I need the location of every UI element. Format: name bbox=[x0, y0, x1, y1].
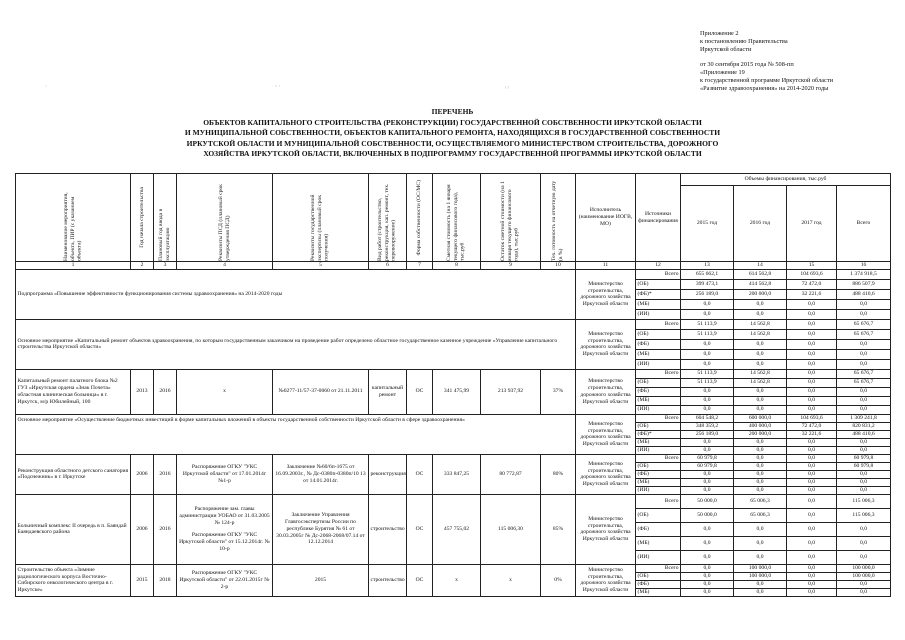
scan-mark: ˜ ˊ bbox=[275, 86, 281, 92]
amount-cell: 604 548,2 bbox=[681, 414, 734, 422]
amount-cell: 65 676,7 bbox=[837, 369, 891, 378]
header-cell: 2017 год bbox=[787, 186, 837, 262]
amount-cell: 0,0 bbox=[734, 454, 787, 462]
column-number: 7 bbox=[407, 262, 433, 270]
amount-cell: 0,0 bbox=[681, 478, 734, 486]
funding-source: (ФБ) bbox=[636, 387, 681, 396]
amount-cell: 0,0 bbox=[734, 550, 787, 564]
amount-cell: 600 000,0 bbox=[734, 414, 787, 422]
section-title: Основное мероприятие «Капитальный ремонт объектов здравоохранения, по которым государственным заказчиком на проведение работ определено областное государственное казенное учреждение «Управление капитального строительства Иркутской области» bbox=[16, 319, 576, 369]
readiness: 0% bbox=[541, 564, 576, 596]
amount-cell: 0,0 bbox=[787, 319, 837, 329]
amount-cell: 0,0 bbox=[734, 299, 787, 309]
approval-line: к государственной программе Иркутской области bbox=[700, 77, 833, 84]
amount-cell: 0,0 bbox=[787, 572, 837, 580]
title-line: ХОЗЯЙСТВА ИРКУТСКОЙ ОБЛАСТИ, ВКЛЮЧЕННЫХ В ПОДПРОГРАММУ ГОСУДАРСТВЕННОЙ ПРОГРАММЫ ИРКУТСКОЙ ОБЛАСТИ bbox=[203, 149, 702, 158]
amount-cell: 14 562,8 bbox=[734, 319, 787, 329]
start-year: 2013 bbox=[131, 369, 154, 414]
amount-cell: 0,0 bbox=[787, 454, 837, 462]
funding-source: Всего bbox=[636, 564, 681, 572]
object-name: Реконструкция областного детского санатория «Подснежник» в г. Иркутске bbox=[16, 454, 131, 494]
estimated-cost: 341 475,99 bbox=[433, 369, 481, 414]
psd-details: Распоряжение ОГКУ "УКС Иркутской области" от 22.01.2015г № 2-р bbox=[177, 564, 273, 596]
amount-cell: 0,0 bbox=[837, 396, 891, 405]
funding-source: (ФБ) bbox=[636, 470, 681, 478]
amount-cell: 0,0 bbox=[837, 438, 891, 446]
amount-cell: 0,0 bbox=[734, 536, 787, 550]
amount-cell: 200 000,0 bbox=[734, 289, 787, 299]
table-row bbox=[16, 454, 891, 462]
column-number: 13 bbox=[681, 262, 734, 270]
header-cell: Реквизиты государственной экспертизы (плановый срок получения) bbox=[273, 174, 369, 262]
amount-cell: 488 410,6 bbox=[837, 289, 891, 299]
funding-source: (ИИ) bbox=[636, 550, 681, 564]
amount-cell: 886 507,9 bbox=[837, 279, 891, 289]
header-cell: Форма собственности (ОС/МС) bbox=[407, 174, 433, 262]
ownership: ОС bbox=[407, 369, 433, 414]
amount-cell: 60 979,8 bbox=[681, 462, 734, 470]
object-name: Больничный комплекс II очередь в п. Баяндай Баяндаевского района bbox=[16, 494, 131, 564]
amount-cell: 51 113,9 bbox=[681, 369, 734, 378]
funding-source: (ОБ) bbox=[636, 508, 681, 522]
psd-details: Распоряжение ОГКУ "УКС Иркутской области" от 17.01.2014г №1-р bbox=[177, 454, 273, 494]
objects-table bbox=[15, 173, 891, 597]
amount-cell: 50 000,0 bbox=[681, 508, 734, 522]
approval-line: «Развитие здравоохранения» на 2014-2020 годы bbox=[700, 85, 829, 92]
object-name: Строительство объекта «Зимние радиологического корпуса Восточно-Сибирского онкологического центра в г. Иркутске» bbox=[16, 564, 131, 596]
header-cell: Плановый год ввода в эксплуатацию bbox=[154, 174, 177, 262]
funding-source: (МБ) bbox=[636, 299, 681, 309]
ownership: ОС bbox=[407, 454, 433, 494]
readiness: 85% bbox=[541, 494, 576, 564]
amount-cell: 0,0 bbox=[787, 536, 837, 550]
amount-cell: 115 006,3 bbox=[837, 494, 891, 508]
amount-cell: 0,0 bbox=[734, 349, 787, 359]
funding-source: (ОБ) bbox=[636, 422, 681, 430]
funding-source: Всего bbox=[636, 494, 681, 508]
column-number: 6 bbox=[369, 262, 407, 270]
readiness: 80% bbox=[541, 454, 576, 494]
column-number: 8 bbox=[433, 262, 481, 270]
amount-cell: 72 472,0 bbox=[787, 279, 837, 289]
amount-cell: 0,0 bbox=[681, 396, 734, 405]
funding-source: (ИИ) bbox=[636, 309, 681, 319]
amount-cell: 0,0 bbox=[681, 536, 734, 550]
amount-cell: 1 374 918,5 bbox=[837, 269, 891, 279]
amount-cell: 0,0 bbox=[787, 438, 837, 446]
amount-cell: 256 189,0 bbox=[681, 430, 734, 438]
funding-source: (ИИ) bbox=[636, 486, 681, 494]
funding-source: (МБ) bbox=[636, 588, 681, 596]
funding-source: (ОБ) bbox=[636, 329, 681, 339]
amount-cell: 0,0 bbox=[787, 309, 837, 319]
table-row bbox=[16, 319, 891, 329]
header-cell: 2016 год bbox=[734, 186, 787, 262]
column-number: 16 bbox=[837, 262, 891, 270]
header-cell: Наименование мероприятия, объекта, ПИР (с указанием объекта) bbox=[16, 174, 131, 262]
expertise-details: 2015 bbox=[273, 564, 369, 596]
amount-cell: 104 693,6 bbox=[787, 269, 837, 279]
amount-cell: 0,0 bbox=[837, 470, 891, 478]
psd-details: Распоряжение зам. главы администрации УОБАО от 31.03.2005 № 124-р Распоряжение ОГКУ "УКС Иркутской области" от 15.12.2014г. № 10-р bbox=[177, 494, 273, 564]
amount-cell: 820 831,2 bbox=[837, 422, 891, 430]
amount-cell: 414 562,8 bbox=[734, 279, 787, 289]
column-number: 1 bbox=[16, 262, 131, 270]
funding-source: (МБ) bbox=[636, 536, 681, 550]
table-body bbox=[16, 269, 891, 596]
amount-cell: 0,0 bbox=[787, 564, 837, 572]
amount-cell: 100 000,0 bbox=[837, 564, 891, 572]
start-year: 2006 bbox=[131, 494, 154, 564]
amount-cell: 0,0 bbox=[787, 462, 837, 470]
remaining-cost: 80 772,87 bbox=[481, 454, 541, 494]
amount-cell: 0,0 bbox=[681, 550, 734, 564]
amount-cell: 0,0 bbox=[681, 309, 734, 319]
amount-cell: 0,0 bbox=[787, 486, 837, 494]
amount-cell: 0,0 bbox=[787, 470, 837, 478]
work-type: строительство bbox=[369, 494, 407, 564]
executor-cell: Министерство строительства, дорожного хозяйства Иркутской области bbox=[576, 319, 636, 369]
amount-cell: 100 000,0 bbox=[837, 572, 891, 580]
amount-cell: 0,0 bbox=[681, 446, 734, 454]
amount-cell: 72 472,0 bbox=[787, 422, 837, 430]
column-number: 11 bbox=[576, 262, 636, 270]
amount-cell: 0,0 bbox=[734, 522, 787, 536]
amount-cell: 0,0 bbox=[787, 396, 837, 405]
amount-cell: 0,0 bbox=[787, 522, 837, 536]
amount-cell: 0,0 bbox=[837, 309, 891, 319]
amount-cell: 0,0 bbox=[837, 536, 891, 550]
amount-cell: 200 000,0 bbox=[734, 430, 787, 438]
end-year: 2016 bbox=[154, 494, 177, 564]
column-number: 15 bbox=[787, 262, 837, 270]
amount-cell: 104 693,6 bbox=[787, 414, 837, 422]
amount-cell: 65 006,3 bbox=[734, 508, 787, 522]
executor-cell: Министерство строительства, дорожного хозяйства Иркутской области bbox=[576, 369, 636, 414]
amount-cell: 50 000,0 bbox=[681, 494, 734, 508]
amount-cell: 0,0 bbox=[787, 339, 837, 349]
amount-cell: 0,0 bbox=[681, 387, 734, 396]
header-cell: Тех. готовность на отчетную дату (в %) bbox=[541, 174, 576, 262]
amount-cell: 0,0 bbox=[837, 349, 891, 359]
amount-cell: 399 473,1 bbox=[681, 279, 734, 289]
funding-source: (ИИ) bbox=[636, 446, 681, 454]
funding-source: (ИИ) bbox=[636, 405, 681, 414]
amount-cell: 0,0 bbox=[681, 349, 734, 359]
column-number: 14 bbox=[734, 262, 787, 270]
table-row bbox=[16, 269, 891, 279]
header-cell: Исполнитель (наименование ИОГВ, МО) bbox=[576, 174, 636, 262]
amount-cell: 348 359,2 bbox=[681, 422, 734, 430]
table-row bbox=[16, 414, 891, 422]
approval-line: Иркутской области bbox=[700, 46, 752, 53]
amount-cell: 0,0 bbox=[734, 339, 787, 349]
amount-cell: 0,0 bbox=[787, 446, 837, 454]
amount-cell: 0,0 bbox=[734, 396, 787, 405]
remaining-cost: 115 006,30 bbox=[481, 494, 541, 564]
column-number: 2 bbox=[131, 262, 154, 270]
funding-source: (МБ) bbox=[636, 478, 681, 486]
column-number: 5 bbox=[273, 262, 369, 270]
amount-cell: 100 000,0 bbox=[734, 572, 787, 580]
amount-cell: 0,0 bbox=[837, 446, 891, 454]
amount-cell: 0,0 bbox=[837, 478, 891, 486]
table-row bbox=[16, 494, 891, 508]
work-type: строительство bbox=[369, 564, 407, 596]
funding-source: (ИИ) bbox=[636, 359, 681, 369]
funding-source: (ФБ)* bbox=[636, 430, 681, 438]
funding-source: (ОБ) bbox=[636, 378, 681, 387]
amount-cell: 0,0 bbox=[787, 550, 837, 564]
header-cell: 2015 год bbox=[681, 186, 734, 262]
end-year: 2016 bbox=[154, 454, 177, 494]
amount-cell: 60 979,8 bbox=[837, 462, 891, 470]
amount-cell: 100 000,0 bbox=[734, 564, 787, 572]
amount-cell: 0,0 bbox=[734, 462, 787, 470]
amount-cell: 0,0 bbox=[787, 588, 837, 596]
estimated-cost: х bbox=[433, 564, 481, 596]
amount-cell: 0,0 bbox=[837, 387, 891, 396]
column-number: 4 bbox=[177, 262, 273, 270]
object-name: Капитальный ремонт палатного блока №2 ГУЗ «Иркутская ордена «Знак Почета» областная клиническая больница» в г. Иркутск, м/р Юбилейный, 100 bbox=[16, 369, 131, 414]
funding-header: Объемы финансирования, тыс.руб bbox=[681, 174, 891, 186]
header-cell: Вид работ (строительство, реконструкция, кап. ремонт, тех. перевооружение) bbox=[369, 174, 407, 262]
amount-cell: 65 676,7 bbox=[837, 378, 891, 387]
start-year: 2015 bbox=[131, 564, 154, 596]
table-row bbox=[16, 564, 891, 572]
executor-cell: Министерство строительства, дорожного хозяйства Иркутской области bbox=[576, 454, 636, 494]
amount-cell: 0,0 bbox=[787, 349, 837, 359]
amount-cell: 0,0 bbox=[787, 299, 837, 309]
amount-cell: 488 410,6 bbox=[837, 430, 891, 438]
end-year: 2016 bbox=[154, 369, 177, 414]
executor-cell: Министерство строительства, дорожного хозяйства Иркутской области bbox=[576, 269, 636, 319]
expertise-details: №0277-11/57-37-0060 от 21.11.2011 bbox=[273, 369, 369, 414]
approval-line: от 30 сентября 2015 года № 508-пп bbox=[700, 61, 794, 68]
header-cell: Остаток сметной стоимости (на 1 января текущего финансового года), тыс.руб bbox=[481, 174, 541, 262]
funding-source: (ОБ) bbox=[636, 462, 681, 470]
amount-cell: 51 113,9 bbox=[681, 378, 734, 387]
amount-cell: 0,0 bbox=[681, 470, 734, 478]
funding-source: (МБ) bbox=[636, 438, 681, 446]
funding-source: Всего bbox=[636, 319, 681, 329]
amount-cell: 0,0 bbox=[837, 522, 891, 536]
amount-cell: 0,0 bbox=[734, 580, 787, 588]
amount-cell: 0,0 bbox=[837, 299, 891, 309]
amount-cell: 0,0 bbox=[837, 580, 891, 588]
amount-cell: 0,0 bbox=[837, 550, 891, 564]
amount-cell: 0,0 bbox=[734, 446, 787, 454]
amount-cell: 256 189,0 bbox=[681, 289, 734, 299]
expertise-details: Заключение Управления Главгосэкспертизы России по республике Бурятия № 61 от 30.03.2005г № Дс-2068-2068/07.14 от 12.12.2014 bbox=[273, 494, 369, 564]
amount-cell: 614 562,8 bbox=[734, 269, 787, 279]
executor-cell: Министерство строительства, дорожного хозяйства Иркутской области bbox=[576, 564, 636, 596]
amount-cell: 0,0 bbox=[787, 329, 837, 339]
column-number: 3 bbox=[154, 262, 177, 270]
table-row bbox=[16, 369, 891, 378]
amount-cell: 14 562,8 bbox=[734, 378, 787, 387]
amount-cell: 0,0 bbox=[734, 309, 787, 319]
work-type: капитальный ремонт bbox=[369, 369, 407, 414]
scan-mark: ´ bbox=[45, 86, 47, 92]
amount-cell: 0,0 bbox=[681, 522, 734, 536]
amount-cell: 0,0 bbox=[681, 564, 734, 572]
header-cell: Источники финансирования bbox=[636, 174, 681, 262]
amount-cell: 115 006,3 bbox=[837, 508, 891, 522]
amount-cell: 400 000,0 bbox=[734, 422, 787, 430]
amount-cell: 0,0 bbox=[681, 486, 734, 494]
approval-line: Приложение 2 bbox=[700, 30, 739, 37]
title-line: И МУНИЦИПАЛЬНОЙ СОБСТВЕННОСТИ, ОБЪЕКТОВ КАПИТАЛЬНОГО РЕМОНТА, НАХОДЯЩИХСЯ В ГОСУДАРСТВЕННОЙ СОБСТВЕННОСТИ bbox=[184, 128, 721, 137]
header-cell: Сметная стоимость (на 1 января текущего финансового года), тыс.руб bbox=[433, 174, 481, 262]
amount-cell: 0,0 bbox=[787, 359, 837, 369]
funding-source: (ФБ) bbox=[636, 339, 681, 349]
amount-cell: 0,0 bbox=[787, 494, 837, 508]
remaining-cost: х bbox=[481, 564, 541, 596]
executor-cell: Министерство строительства, дорожного хозяйства Иркутской области bbox=[576, 494, 636, 564]
header-cell: Год начала строительства bbox=[131, 174, 154, 262]
title-line: ПЕРЕЧЕНЬ bbox=[431, 107, 474, 116]
funding-source: (МБ) bbox=[636, 349, 681, 359]
amount-cell: 0,0 bbox=[681, 339, 734, 349]
funding-source: Всего bbox=[636, 369, 681, 378]
header-row bbox=[16, 174, 891, 186]
funding-source: (ОБ) bbox=[636, 279, 681, 289]
funding-source: (ОБ) bbox=[636, 572, 681, 580]
amount-cell: 14 562,8 bbox=[734, 369, 787, 378]
header-cell: Всего bbox=[837, 186, 891, 262]
amount-cell: 65 676,7 bbox=[837, 329, 891, 339]
amount-cell: 0,0 bbox=[734, 438, 787, 446]
amount-cell: 1 309 241,8 bbox=[837, 414, 891, 422]
amount-cell: 60 979,8 bbox=[681, 454, 734, 462]
amount-cell: 51 113,9 bbox=[681, 319, 734, 329]
title-line: ОБЪЕКТОВ КАПИТАЛЬНОГО СТРОИТЕЛЬСТВА (РЕКОНСТРУКЦИИ) ГОСУДАРСТВЕННОЙ СОБСТВЕННОСТИ ИРКУТСКОЙ ОБЛАСТИ bbox=[203, 117, 702, 127]
work-type: реконструкция bbox=[369, 454, 407, 494]
amount-cell: 0,0 bbox=[787, 580, 837, 588]
section-title: Основное мероприятие «Осуществление бюджетных инвестиций в форме капитальных вложений в объекты государственной собственности Иркутской области в сфере здравоохранения» bbox=[16, 414, 576, 454]
amount-cell: 0,0 bbox=[787, 508, 837, 522]
approval-line: к постановлению Правительства bbox=[700, 38, 788, 45]
amount-cell: 14 562,8 bbox=[734, 329, 787, 339]
end-year: 2018 bbox=[154, 564, 177, 596]
amount-cell: 0,0 bbox=[681, 438, 734, 446]
ownership: ОС bbox=[407, 564, 433, 596]
funding-source: Всего bbox=[636, 414, 681, 422]
amount-cell: 0,0 bbox=[837, 339, 891, 349]
amount-cell: 65 006,3 bbox=[734, 494, 787, 508]
scan-mark: ʳ ʳ bbox=[505, 86, 510, 92]
title-line: ИРКУТСКОЙ ОБЛАСТИ И МУНИЦИПАЛЬНОЙ СОБСТВЕННОСТИ, ОСУЩЕСТВЛЯЕМОГО МИНИСТЕРСТВОМ СТРОИТЕЛЬСТВА, ДОРОЖНОГО bbox=[186, 138, 719, 148]
column-number: 9 bbox=[481, 262, 541, 270]
amount-cell: 51 113,9 bbox=[681, 329, 734, 339]
column-number: 12 bbox=[636, 262, 681, 270]
amount-cell: 0,0 bbox=[681, 299, 734, 309]
document-title bbox=[15, 107, 890, 160]
funding-source: Всего bbox=[636, 269, 681, 279]
remaining-cost: 213 937,92 bbox=[481, 369, 541, 414]
amount-cell: 60 979,8 bbox=[837, 454, 891, 462]
amount-cell: 0,0 bbox=[787, 478, 837, 486]
amount-cell: 0,0 bbox=[681, 359, 734, 369]
column-numbers-row bbox=[16, 262, 891, 270]
amount-cell: 0,0 bbox=[734, 470, 787, 478]
amount-cell: 0,0 bbox=[681, 405, 734, 414]
readiness: 37% bbox=[541, 369, 576, 414]
amount-cell: 0,0 bbox=[787, 387, 837, 396]
amount-cell: 0,0 bbox=[837, 588, 891, 596]
amount-cell: 0,0 bbox=[837, 486, 891, 494]
funding-source: (ФБ) bbox=[636, 580, 681, 588]
funding-source: (ФБ) bbox=[636, 522, 681, 536]
amount-cell: 32 221,6 bbox=[787, 430, 837, 438]
executor-cell: Министерство строительства, дорожного хозяйства Иркутской области bbox=[576, 414, 636, 454]
amount-cell: 655 662,1 bbox=[681, 269, 734, 279]
column-number: 10 bbox=[541, 262, 576, 270]
amount-cell: 0,0 bbox=[734, 588, 787, 596]
expertise-details: Заключение №60/6п-1675 от 16.09.2003г., № Дс-0380п-0380п/10 13 от 14.01.2014г. bbox=[273, 454, 369, 494]
psd-details: х bbox=[177, 369, 273, 414]
amount-cell: 0,0 bbox=[734, 486, 787, 494]
amount-cell: 0,0 bbox=[734, 387, 787, 396]
section-title: Подпрограмма «Повышение эффективности функционирования системы здравоохранения» на 2014-2020 годы bbox=[16, 269, 576, 319]
amount-cell: 0,0 bbox=[734, 359, 787, 369]
estimated-cost: 333 847,25 bbox=[433, 454, 481, 494]
amount-cell: 0,0 bbox=[681, 580, 734, 588]
amount-cell: 0,0 bbox=[787, 369, 837, 378]
ownership: ОС bbox=[407, 494, 433, 564]
funding-source: Всего bbox=[636, 454, 681, 462]
amount-cell: 0,0 bbox=[837, 359, 891, 369]
amount-cell: 0,0 bbox=[787, 378, 837, 387]
estimated-cost: 457 755,02 bbox=[433, 494, 481, 564]
amount-cell: 0,0 bbox=[681, 572, 734, 580]
amount-cell: 0,0 bbox=[837, 405, 891, 414]
approval-block bbox=[700, 30, 900, 93]
amount-cell: 0,0 bbox=[734, 405, 787, 414]
amount-cell: 32 221,6 bbox=[787, 289, 837, 299]
amount-cell: 0,0 bbox=[734, 478, 787, 486]
amount-cell: 65 676,7 bbox=[837, 319, 891, 329]
funding-source: (ФБ)* bbox=[636, 289, 681, 299]
funding-source: (МБ) bbox=[636, 396, 681, 405]
amount-cell: 0,0 bbox=[681, 588, 734, 596]
approval-line: «Приложение 19 bbox=[700, 69, 745, 76]
header-cell: Реквизиты ПСД (плановый срок утверждения ПСД) bbox=[177, 174, 273, 262]
start-year: 2006 bbox=[131, 454, 154, 494]
amount-cell: 0,0 bbox=[787, 405, 837, 414]
